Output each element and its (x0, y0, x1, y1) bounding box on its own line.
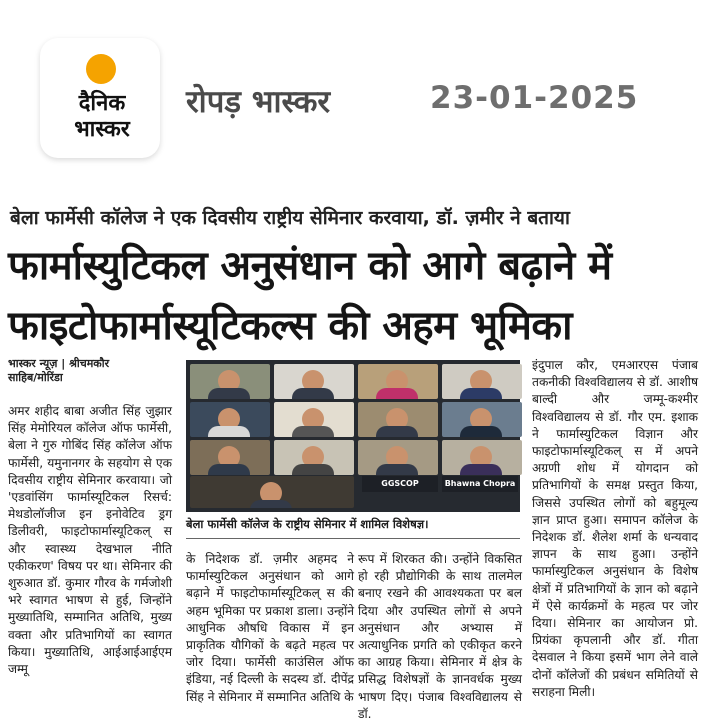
edition-city: रोपड़ भास्कर (186, 84, 331, 120)
participant-tile (442, 364, 522, 399)
participant-label-ggscop: GGSCOP (362, 476, 438, 492)
main-headline-line1: फार्मास्युटिकल अनुसंधान को आगे बढ़ाने में (8, 243, 612, 289)
logo-text-line1: दैनिक (78, 91, 126, 116)
logo-text-line2: भास्कर (74, 117, 130, 142)
edition-date: 23-01-2025 (430, 80, 639, 116)
participant-tile (190, 402, 270, 437)
column-4-text: इंदुपाल कौर, एमआरएस पंजाब तकनीकी विश्वविद्यालय से डॉ. आशीष बाल्दी और जम्मू-कश्मीर विश्वविद्यालय से डॉ. गौर एम. इशाक ने फार्मास्युटिकल विज्ञान और फाइटोफार्मास्यूटिकल् स में अपने अग्रणी शोध में योगदान को प्रतिभागियों के समक्ष प्रस्तुत किया, जिससे उपस्थित लोगों को बहुमूल्य ज्ञान प्राप्त हुआ। समापन कॉलेज के निदेशक डॉ. शैलेश शर्मा के धन्यवाद ज्ञापन के साथ हुआ। उन्होंने फार्मास्युटिकल अनुसंधान के विशेष क्षेत्रों में प्रतिभागियों के ज्ञान को बढ़ाने में ऐसे कार्यक्रमों के महत्व पर जोर दिया। सेमिनार का आयोजन प्रो. प्रियंका कृपलानी और डॉ. गीता देसवाल ने किया इसमें भाग लेने वाले दोनों कॉलेजों की प्रबंधन समितियों से सराहना मिली। (532, 358, 698, 699)
main-headline-line2: फाइटोफार्मास्यूटिकल्स की अहम भूमिका (8, 303, 572, 349)
seminar-photo (186, 360, 520, 512)
participant-tile (442, 440, 522, 475)
participant-tile (274, 402, 354, 437)
column-3-text: रूप में शिरकत की। उन्होंने विकसित हो रही प्रौद्योगिकी के साथ तालमेल बनाए रखने की आवश्यकता पर बल दिया और उपस्थित लोगों से अपने अनुसंधान और अभ्यास में अत्याधुनिक प्रगति को एकीकृत करने का आग्रह किया। सेमिनार में क्षेत्र के प्रसिद्ध विशेषज्ञों के ज्ञानवर्धक मुख्य भाषण दिए। पंजाब विश्वविद्यालय से डॉ. (358, 552, 522, 721)
participant-tile (358, 402, 438, 437)
participant-tile (274, 440, 354, 475)
caption-divider (186, 538, 520, 539)
participant-tile (442, 402, 522, 437)
byline-location: साहिब/मोरिंडा (8, 371, 63, 384)
byline (8, 357, 178, 385)
article-column-1 (8, 403, 172, 678)
column-2-text: के निदेशक डॉ. ज़मीर अहमद ने फार्मास्युटिकल अनुसंधान को आगे बढ़ाने में फाइटोफार्मास्यूटिकल् स की अहम भूमिका पर प्रकाश डाला। उन्होंने आधुनिक औषधि विकास में इन प्राकृतिक यौगिकों के बढ़ते महत्व पर जोर दिया। फार्मेसी काउंसिल ऑफ इंडिया, नई दिल्ली के सदस्य डॉ. दीपेंद्र सिंह ने सेमिनार में सम्मानित अतिथि के (186, 552, 354, 704)
participant-tile (358, 364, 438, 399)
participant-label-bhawna: Bhawna Chopra (442, 476, 518, 492)
photo-caption: बेला फार्मेसी कॉलेज के राष्ट्रीय सेमिनार में शामिल विशेषज्ञ। (186, 517, 429, 531)
article-column-4 (532, 357, 698, 701)
participant-tile (190, 440, 270, 475)
participant-tile (190, 364, 270, 399)
sun-icon (86, 54, 116, 84)
byline-agency: भास्कर न्यूज़ | श्रीचमकौर (8, 357, 110, 370)
column-1-text: अमर शहीद बाबा अजीत सिंह जुझार सिंह मेमोरियल कॉलेज ऑफ फार्मेसी, बेला ने गुरु गोबिंद सिंह कॉलेज ऑफ फार्मेसी, यमुनानगर के सहयोग से एक दिवसीय राष्ट्रीय सेमिनार करवाया। जो 'एडवांसिंग फार्मास्यूटिकल रिसर्च: मेथडोलॉजीज इन इनोवेटिव ड्रग डिलीवरी, फाइटोफार्मास्यूटिकल् स और स्वास्थ्य देखभाल नीति एकीकरण' विषय पर था। सेमिनार की शुरुआत डॉ. कुमार गौरव के गर्मजोशी भरे स्वागत भाषण से हुई, जिन्होंने मुख्यातिथि, सम्मानित अतिथि, मुख्य वक्ता और प्रतिभागियों का स्वागत किया। मुख्यातिथि, आईआईआईएम जम्मू (8, 404, 172, 677)
newspaper-logo (40, 38, 160, 158)
article-column-3 (358, 551, 522, 723)
article-column-2 (186, 551, 354, 706)
kicker-headline: बेला फार्मेसी कॉलेज ने एक दिवसीय राष्ट्रीय सेमिनार करवाया, डॉ. ज़मीर ने बताया (10, 207, 570, 229)
participant-tile (358, 440, 438, 475)
participant-tile (274, 364, 354, 399)
participant-tile (190, 476, 354, 508)
